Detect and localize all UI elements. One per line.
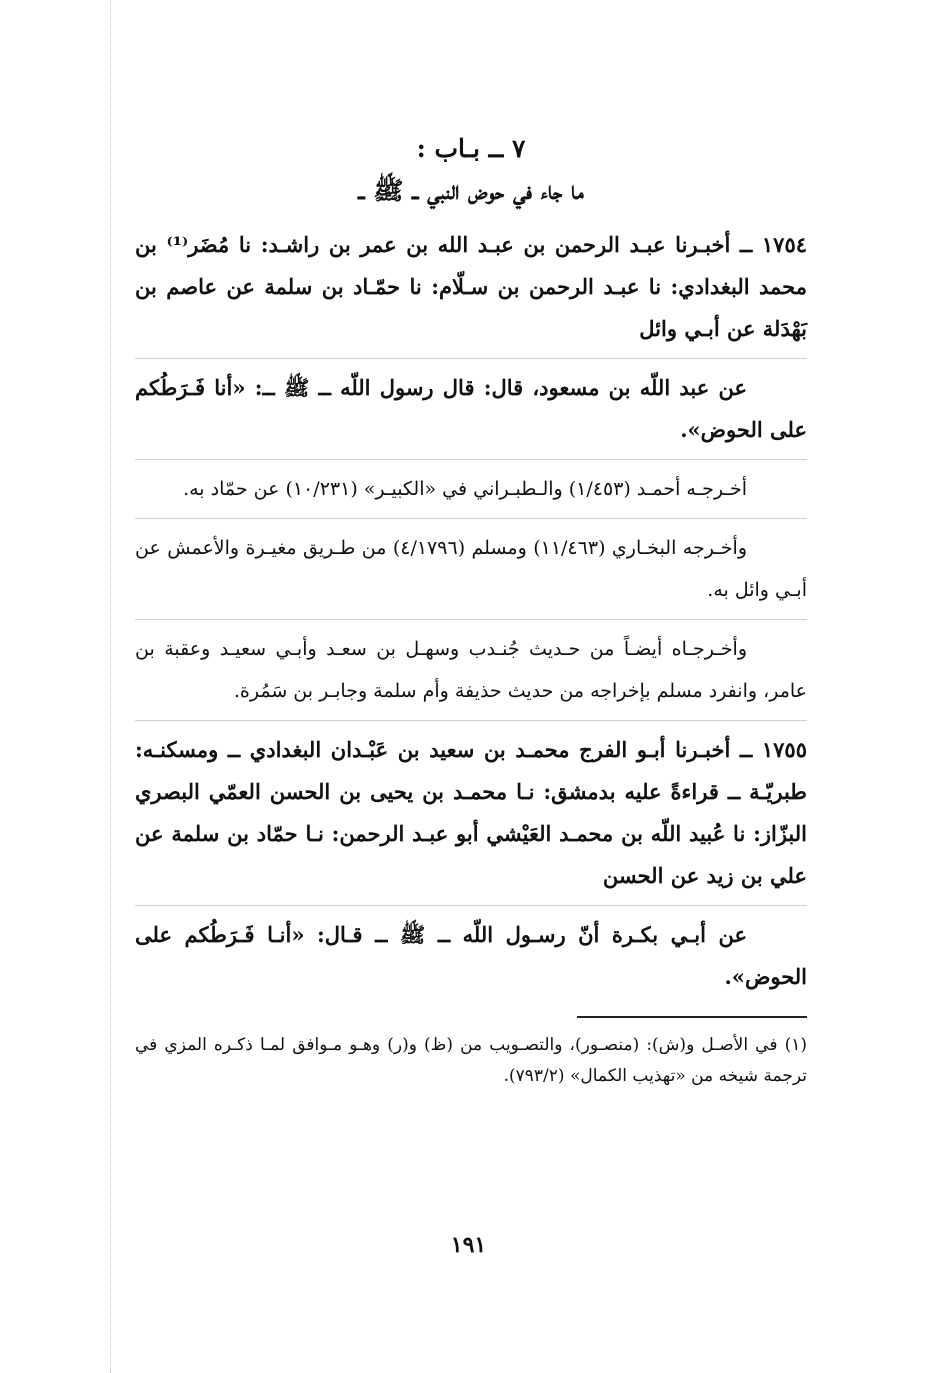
chapter-number: ٧ ــ بـاب : [416,134,526,163]
takhrij-note: وأخـرجه البخـاري (١١/٤٦٣) ومسلم (٤/١٧٩٦) من طـريق مغيـرة والأعمش عن أبـي وائل به. [135,537,807,601]
footnote: (١) في الأصـل و(ش): (منصـور)، والتصـويب من (ظ) و(ر) وهـو مـوافق لمـا ذكـره المزي في ترجمة شيخه من «تهذيب الكمال» (٧٩٣/٢). [135,1035,807,1086]
divider [135,905,807,906]
divider [135,518,807,519]
hadith-isnad: ١٧٥٥ ــ أخبـرنا أبـو الفرج محمـد بن سعيد بن عَبْـدان البغدادي ــ ومسكنـه: طبريّـة ــ قراءةً عليه بدمشق: نـا محمـد بن يحيى بن الحسن العمّي البصري البزّاز: نا عُبيد اللّه بن محمـد العَيْشي أبو عبـد الرحمن: نـا حمّاد بن سلمة عن علي بن زيد عن الحسن [135,737,807,888]
footnote-rule [577,1016,807,1018]
takhrij-note: وأخـرجـاه أيضـاً من حـديث جُنـدب وسهـل بن سعـد وأبـي سعيـد وعقبة بن عامر، وانفرد مسلم بإخراجه من حديث حذيفة وأم سلمة وجابـر بن سَمُرة. [135,638,807,702]
divider [135,358,807,359]
divider [135,619,807,620]
chapter-title: ما جاء في حوض النبي ــ ﷺ ــ [358,176,584,205]
page-number: ١٩١ [450,1232,487,1258]
hadith-matn: عن أبـي بكـرة أنّ رسـول اللّه ــ ﷺ ــ قـال: «أنـا فَـرَطُكم على الحوض». [135,922,807,989]
takhrij-note: أخـرجـه أحمـد (١/٤٥٣) والـطبـراني في «الكبيـر» (١٠/٢٣١) عن حمّاد به. [183,478,747,500]
hadith-isnad: ١٧٥٤ ــ أخبـرنا عبـد الرحمن بن عبـد الله بن عمر بن راشـد: نا مُضَر⁽¹⁾ بن محمد البغدادي: نا عبـد الرحمن بن سـلّام: نا حمّـاد بن سلمة عن عاصم بن بَهْدَلة عن أبـي وائل [135,232,808,341]
divider [135,459,807,460]
hadith-matn: عن عبد اللّه بن مسعود، قال: قال رسول اللّه ــ ﷺ ــ: «أنا فَـرَطُكم على الحوض». [135,375,807,442]
divider [135,720,807,721]
binding-gutter-line [110,0,111,1373]
book-page [135,128,807,1092]
